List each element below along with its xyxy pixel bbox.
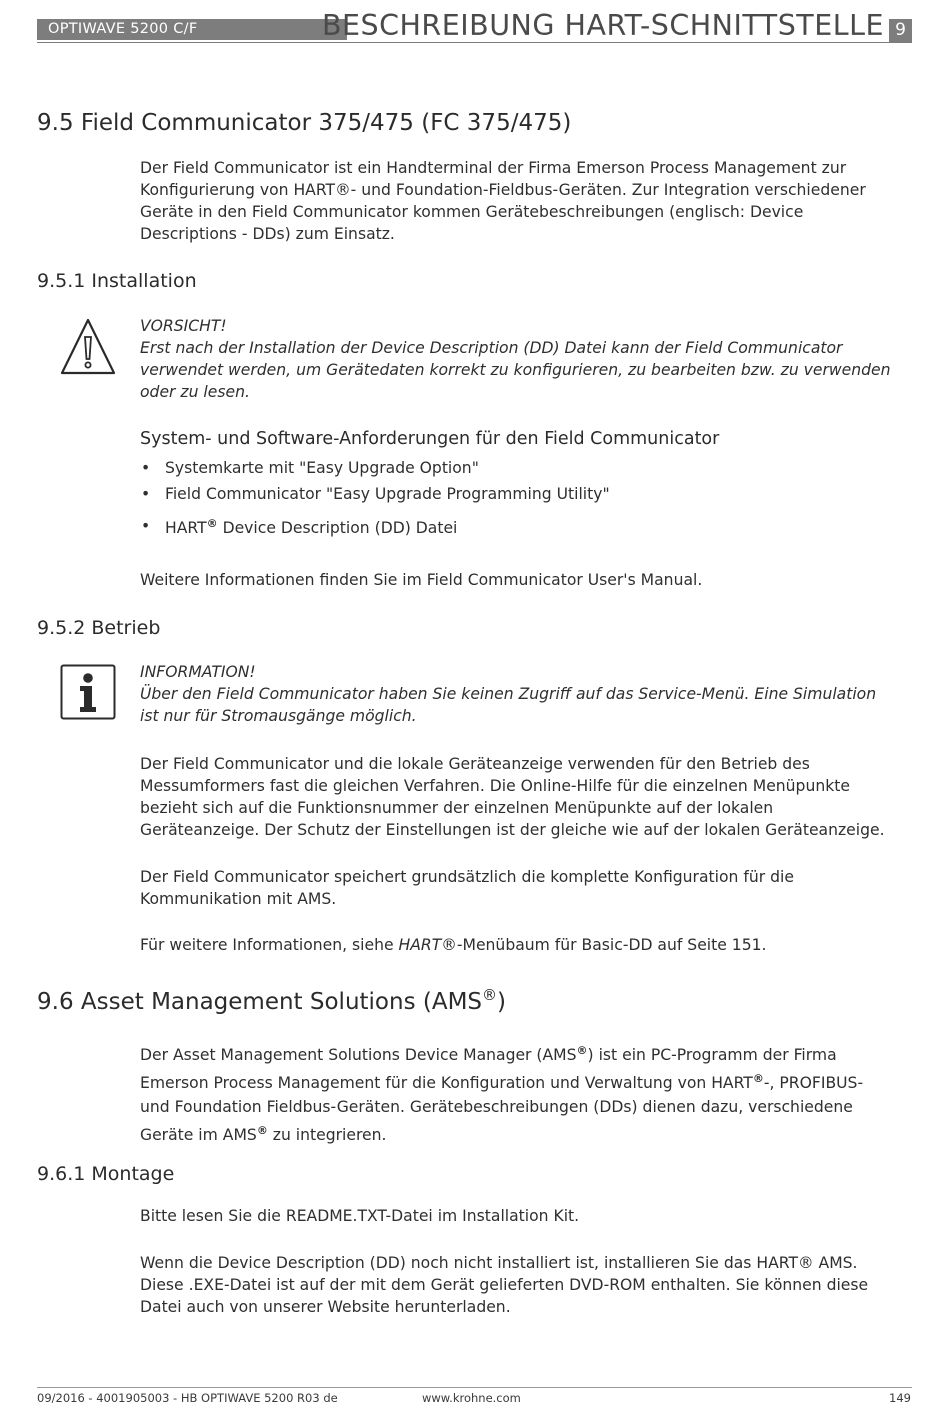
heading-text: 9.6 Asset Management Solutions (AMS	[37, 989, 483, 1015]
text-line: Geräte in den Field Communicator kommen Gerätebeschreibungen (englisch: Device	[140, 203, 804, 221]
text-line: Diese .EXE-Datei ist auf der mit dem Gerät gelieferten DVD-ROM enthalten. Sie können diese	[140, 1276, 869, 1294]
list-item-text: Systemkarte mit "Easy Upgrade Option"	[165, 459, 479, 477]
list-item	[140, 459, 900, 485]
reference-suffix: ®-Menübaum für Basic-DD auf Seite 151.	[441, 936, 767, 954]
section-heading-9-5-1: 9.5.1 Installation	[37, 270, 197, 292]
text-line: Datei auch von unserer Website herunterladen.	[140, 1298, 511, 1316]
requirements-heading: System- und Software-Anforderungen für den Field Communicator	[140, 429, 720, 449]
website-link[interactable]: www.krohne.com	[422, 1391, 521, 1405]
text-line: Kommunikation mit AMS.	[140, 890, 337, 908]
bullet-symbol: •	[141, 459, 151, 477]
text-fragment: zu integrieren.	[267, 1126, 387, 1144]
list-item	[140, 517, 900, 543]
list-item-text-suffix: Device Description (DD) Datei	[217, 519, 458, 537]
text-line: Erst nach der Installation der Device Description (DD) Datei kann der Field Communicator	[140, 339, 843, 357]
intro-paragraph-9-5	[140, 157, 910, 245]
heading-text-end: )	[497, 989, 507, 1015]
readme-paragraph: Bitte lesen Sie die README.TXT-Datei im Installation Kit.	[140, 1207, 580, 1225]
text-line: Konfigurierung von HART®- und Foundation-Fieldbus-Geräten. Zur Integration verschiedener	[140, 181, 866, 199]
bullet-symbol: •	[141, 517, 151, 535]
text-line: verwendet werden, um Gerätedaten korrekt zu konfigurieren, zu bearbeiten bzw. zu verwenden	[140, 361, 891, 379]
storage-paragraph	[140, 866, 910, 910]
section-heading-9-5-2: 9.5.2 Betrieb	[37, 617, 161, 639]
registered-mark: ®	[256, 1124, 268, 1137]
menu-reference-paragraph	[140, 934, 910, 956]
text-line: Der Field Communicator speichert grundsätzlich die komplette Konfiguration für die	[140, 868, 794, 886]
text-line	[140, 1126, 386, 1144]
header-divider	[37, 42, 912, 43]
text-fragment: ) ist ein PC-Programm der Firma	[587, 1046, 837, 1064]
registered-mark: ®	[576, 1044, 588, 1057]
requirements-list	[140, 459, 900, 543]
information-notice	[140, 661, 910, 727]
hart-label: HART	[165, 519, 207, 537]
text-line: Geräteanzeige. Der Schutz der Einstellungen ist der gleiche wie auf der lokalen Geräteanzeige.	[140, 821, 885, 839]
section-heading-9-6-1: 9.6.1 Montage	[37, 1163, 175, 1185]
information-icon	[60, 664, 116, 720]
text-line	[140, 1046, 837, 1064]
warning-notice	[140, 315, 910, 403]
registered-mark: ®	[482, 986, 498, 1004]
list-item-text: Field Communicator "Easy Upgrade Programming Utility"	[165, 485, 610, 503]
registered-mark: ®	[752, 1072, 764, 1085]
text-line: Der Field Communicator ist ein Handterminal der Firma Emerson Process Management zur	[140, 159, 847, 177]
document-id: 09/2016 - 4001905003 - HB OPTIWAVE 5200 R03 de	[37, 1391, 338, 1405]
footer-divider	[37, 1387, 912, 1388]
reference-prefix: Für weitere Informationen, siehe	[140, 936, 399, 954]
page-number: 149	[889, 1391, 911, 1405]
text-line: und Foundation Fieldbus-Geräten. Gerätebeschreibungen (DDs) dienen dazu, verschiedene	[140, 1098, 853, 1116]
section-heading-9-6	[37, 986, 506, 1015]
text-line: Über den Field Communicator haben Sie keinen Zugriff auf das Service-Menü. Eine Simulation	[140, 685, 877, 703]
info-title: INFORMATION!	[140, 663, 256, 681]
list-item-text	[165, 519, 457, 537]
registered-mark: ®	[206, 517, 218, 530]
section-heading-9-5: 9.5 Field Communicator 375/475 (FC 375/475)	[37, 110, 572, 136]
product-label: OPTIWAVE 5200 C/F	[37, 19, 347, 40]
text-fragment: Der Asset Management Solutions Device Manager (AMS	[140, 1046, 577, 1064]
text-line: oder zu lesen.	[140, 383, 250, 401]
list-item	[140, 485, 900, 511]
text-line: Descriptions - DDs) zum Einsatz.	[140, 225, 395, 243]
text-line	[140, 1074, 863, 1092]
text-line: ist nur für Stromausgänge möglich.	[140, 707, 417, 725]
operation-paragraph	[140, 753, 910, 841]
warning-title: VORSICHT!	[140, 317, 227, 335]
more-info-paragraph: Weitere Informationen finden Sie im Field Communicator User's Manual.	[140, 571, 703, 589]
bullet-symbol: •	[141, 485, 151, 503]
text-fragment: Geräte im AMS	[140, 1126, 257, 1144]
text-line: Wenn die Device Description (DD) noch nicht installiert ist, installieren Sie das HART® AMS.	[140, 1254, 858, 1272]
install-paragraph	[140, 1252, 910, 1318]
chapter-number-badge: 9	[889, 19, 912, 42]
reference-link[interactable]: HART	[398, 936, 442, 954]
warning-triangle-icon	[59, 317, 117, 377]
text-line: Messumformers fast die gleichen Verfahren. Die Online-Hilfe für die einzelnen Menüpunkte	[140, 777, 850, 795]
text-line: Der Field Communicator und die lokale Geräteanzeige verwenden für den Betrieb des	[140, 755, 810, 773]
chapter-title: BESCHREIBUNG HART-SCHNITTSTELLE	[321, 9, 884, 42]
text-fragment: Emerson Process Management für die Konfiguration und Verwaltung von HART	[140, 1074, 753, 1092]
ams-paragraph	[140, 1039, 910, 1147]
text-fragment: -, PROFIBUS-	[763, 1074, 864, 1092]
text-line: bezieht sich auf die Funktionsnummer der einzelnen Menüpunkte auf der lokalen	[140, 799, 774, 817]
